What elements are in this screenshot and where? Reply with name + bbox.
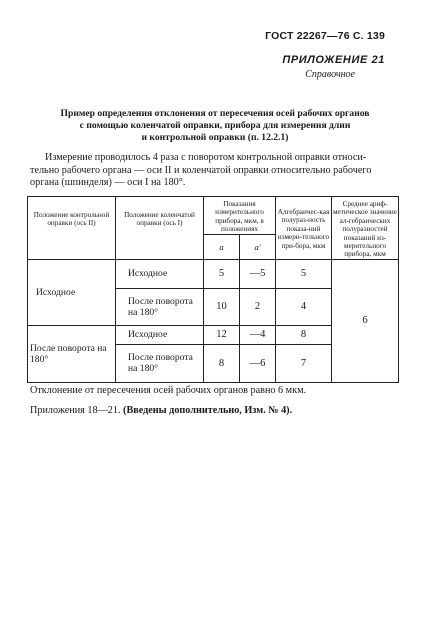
- outer-position-label: Исходное: [28, 259, 116, 325]
- paragraph-line-3: органа (шпинделя) — оси I на 180°.: [30, 177, 186, 188]
- half-difference: 4: [276, 288, 332, 325]
- half-difference: 5: [276, 259, 332, 288]
- title-line-1: Пример определения отклонения от пересечения осей рабочих органов: [60, 108, 370, 119]
- header-control-mandrel-position: Положение контрольной оправки (ось II): [28, 197, 116, 260]
- inner-position-label: Исходное: [116, 259, 204, 288]
- header-crank-mandrel-position: Положение коленчатой оправки (ось I): [116, 197, 204, 260]
- reading-a: 12: [204, 325, 240, 344]
- inner-position-label: После поворота на 180°: [116, 344, 204, 382]
- subheader-a-prime: a': [240, 234, 276, 259]
- paragraph-line-2: тельно рабочего органа — оси II и коленчатой оправки относительно рабочего: [30, 164, 372, 176]
- paragraph-line-1: Измерение проводилось 4 раза с поворотом контрольной оправки относи-: [45, 152, 367, 163]
- reading-a-prime: —5: [240, 259, 276, 288]
- header-algebraic-half-difference: Алгебраичес-кая полураз-ность показа-ний измери-тельного при-бора, мкм: [276, 197, 332, 260]
- appendix-title: ПРИЛОЖЕНИЕ 21: [282, 54, 385, 66]
- reading-a: 8: [204, 344, 240, 382]
- header-instrument-readings: Показания измерительного прибора, мкм, в положениях: [204, 197, 276, 235]
- subheader-a: a: [204, 234, 240, 259]
- table-row: [28, 259, 399, 288]
- page-header-standard: ГОСТ 22267—76 С. 139: [265, 30, 385, 42]
- amendment-note: (Введены дополнительно, Изм. № 4).: [123, 405, 293, 416]
- measurement-table: [27, 196, 399, 383]
- reading-a-prime: 2: [240, 288, 276, 325]
- example-title: [36, 108, 394, 144]
- reading-a: 5: [204, 259, 240, 288]
- appendix-range: Приложения 18—21.: [30, 405, 121, 416]
- inner-position-label: Исходное: [116, 325, 204, 344]
- average-value: 6: [332, 259, 399, 382]
- measurement-description: [30, 152, 396, 190]
- reading-a-prime: —6: [240, 344, 276, 382]
- half-difference: 8: [276, 325, 332, 344]
- result-statement: Отклонение от пересечения осей рабочих органов равно 6 мкм.: [30, 385, 307, 396]
- appendix-subtitle: Справочное: [305, 69, 355, 80]
- half-difference: 7: [276, 344, 332, 382]
- appendix-note: [30, 405, 292, 416]
- title-line-3: и контрольной оправки (п. 12.2.1): [141, 132, 289, 143]
- header-arithmetic-mean: Среднее ариф-метическое значение ал-гебраических полуразностей показаний из-мерительного прибора, мкм: [332, 197, 399, 260]
- reading-a-prime: —4: [240, 325, 276, 344]
- title-line-2: с помощью коленчатой оправки, прибора для измерения длин: [79, 120, 351, 131]
- reading-a: 10: [204, 288, 240, 325]
- outer-position-label: После поворота на 180°: [28, 325, 116, 382]
- inner-position-label: После поворота на 180°: [116, 288, 204, 325]
